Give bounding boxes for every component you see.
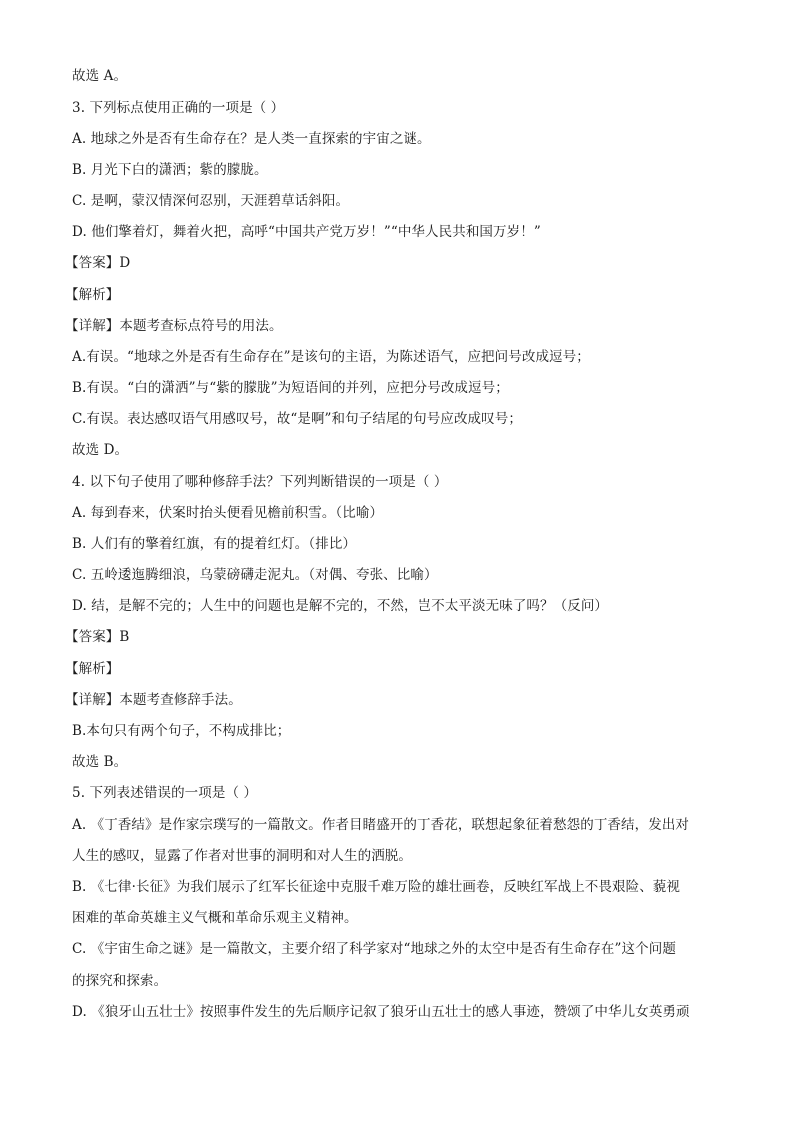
text-line: B.有误。“白的潇洒”与“紫的朦胧”为短语间的并列，应把分号改成逗号； — [72, 380, 509, 396]
question-3-option-a: A. 地球之外是否有生命存在？是人类一直探索的宇宙之谜。 — [72, 131, 431, 147]
text-line: C.有误。表达感叹语气用感叹号，故“是啊”和句子结尾的句号应改成叹号； — [72, 411, 522, 427]
question-4-option-d: D. 结，是解不完的；人生中的问题也是解不完的，不然，岂不太平淡无味了吗？（反问） — [72, 598, 609, 614]
analysis-label: 【解析】 — [65, 287, 120, 303]
question-5-option-c: C. 《宇宙生命之谜》是一篇散文，主要介绍了科学家对“地球之外的太空中是否有生命存在”这个问题 — [72, 941, 676, 957]
text-line: A.有误。“地球之外是否有生命存在”是该句的主语，为陈述语气，应把问号改成逗号； — [72, 349, 590, 365]
answer-label: 【答案】D — [65, 255, 131, 271]
question-4-option-a: A. 每到春来，伏案时抬头便看见檐前积雪。（比喻） — [72, 505, 384, 521]
question-4-stem: 4. 以下句子使用了哪种修辞手法？下列判断错误的一项是（ ） — [72, 474, 448, 490]
text-line: 故选 B。 — [72, 754, 128, 770]
question-3-option-c: C. 是啊，蒙汉情深何忍别，天涯碧草话斜阳。 — [72, 193, 350, 209]
analysis-label: 【解析】 — [65, 661, 120, 677]
question-3-option-b: B. 月光下白的潇洒；紫的朦胧。 — [72, 162, 268, 178]
question-5-option-d: D. 《狼牙山五壮士》按照事件发生的先后顺序记叙了狼牙山五壮士的感人事迹，赞颂了中华儿女英勇顽 — [72, 1004, 690, 1020]
text-line: 的探究和探索。 — [72, 973, 168, 989]
question-3-stem: 3. 下列标点使用正确的一项是（ ） — [72, 100, 285, 116]
question-3-option-d: D. 他们擎着灯，舞着火把，高呼“中国共产党万岁！”“中华人民共和国万岁！” — [72, 224, 541, 240]
question-5-stem: 5. 下列表述错误的一项是（ ） — [72, 785, 258, 801]
text-line: 人生的感叹，显露了作者对世事的洞明和对人生的洒脱。 — [72, 848, 412, 864]
question-5-option-a: A. 《丁香结》是作家宗璞写的一篇散文。作者目睹盛开的丁香花，联想起象征着愁怨的丁香结，发出对 — [72, 817, 690, 833]
answer-label: 【答案】B — [65, 629, 130, 645]
text-line: 困难的革命英雄主义气概和革命乐观主义精神。 — [72, 910, 358, 926]
question-5-option-b: B. 《七律·长征》为我们展示了红军长征途中克服千难万险的雄壮画卷，反映红军战上不畏艰险、藐视 — [72, 879, 680, 895]
text-line: 故选 D。 — [72, 442, 129, 458]
detail-explanation: 【详解】本题考查标点符号的用法。 — [65, 318, 283, 334]
question-4-option-c: C. 五岭逶迤腾细浪，乌蒙磅礴走泥丸。（对偶、夸张、比喻） — [72, 567, 438, 583]
question-4-option-b: B. 人们有的擎着红旗，有的提着红灯。（排比） — [72, 536, 357, 552]
text-line: 故选 A。 — [72, 68, 128, 84]
detail-explanation: 【详解】本题考查修辞手法。 — [65, 692, 242, 708]
text-line: B.本句只有两个句子，不构成排比； — [72, 723, 291, 739]
